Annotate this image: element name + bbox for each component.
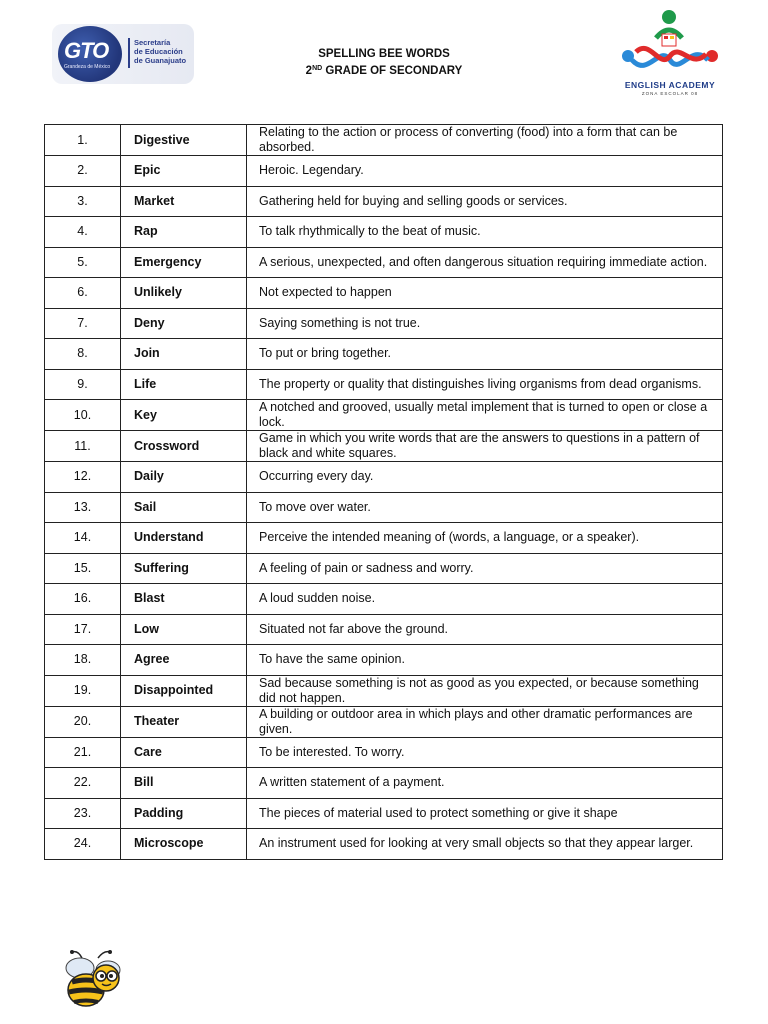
word-number: 7. [45, 308, 121, 339]
word-definition: To move over water. [247, 492, 723, 523]
title-grade-suffix: ND [312, 65, 323, 72]
spelling-word: Padding [121, 798, 247, 829]
table-row [45, 768, 723, 799]
word-definition: A notched and grooved, usually metal implement that is turned to open or close a lock. [247, 400, 723, 431]
title-grade-number: 2 [305, 65, 313, 77]
word-definition: To be interested. To worry. [247, 737, 723, 768]
spelling-word: Crossword [121, 431, 247, 462]
word-number: 15. [45, 553, 121, 584]
spelling-word: Join [121, 339, 247, 370]
word-definition: To have the same opinion. [247, 645, 723, 676]
spelling-word: Theater [121, 706, 247, 737]
table-row [45, 614, 723, 645]
word-number: 19. [45, 675, 121, 706]
table-row [45, 798, 723, 829]
table-row [45, 308, 723, 339]
academy-emblem-icon [614, 8, 726, 80]
word-definition: To talk rhythmically to the beat of music. [247, 217, 723, 248]
word-number: 16. [45, 584, 121, 615]
table-row [45, 829, 723, 860]
spelling-word: Blast [121, 584, 247, 615]
gto-brand: GTO [64, 38, 109, 63]
academy-subtitle: ZONA ESCOLAR 08 [641, 91, 699, 96]
word-definition: An instrument used for looking at very small objects so that they appear larger. [247, 829, 723, 860]
spelling-word: Life [121, 369, 247, 400]
word-number: 4. [45, 217, 121, 248]
spelling-word: Microscope [121, 829, 247, 860]
gto-divider [128, 38, 130, 68]
word-definition: Perceive the intended meaning of (words, a language, or a speaker). [247, 523, 723, 554]
word-number: 14. [45, 523, 121, 554]
word-number: 6. [45, 278, 121, 309]
spelling-word: Emergency [121, 247, 247, 278]
word-number: 12. [45, 462, 121, 493]
word-definition: Gathering held for buying and selling goods or services. [247, 186, 723, 217]
spelling-word: Digestive [121, 125, 247, 156]
spelling-word: Suffering [121, 553, 247, 584]
word-definition: A feeling of pain or sadness and worry. [247, 553, 723, 584]
word-definition: Not expected to happen [247, 278, 723, 309]
table-row [45, 737, 723, 768]
word-definition: Situated not far above the ground. [247, 614, 723, 645]
table-row [45, 462, 723, 493]
word-definition: Heroic. Legendary. [247, 156, 723, 187]
table-row [45, 584, 723, 615]
table-row [45, 645, 723, 676]
spelling-word: Deny [121, 308, 247, 339]
spelling-word: Low [121, 614, 247, 645]
title-line-2 [284, 63, 484, 80]
table-row [45, 400, 723, 431]
spelling-word: Key [121, 400, 247, 431]
word-definition: A serious, unexpected, and often dangerous situation requiring immediate action. [247, 247, 723, 278]
spelling-word: Market [121, 186, 247, 217]
table-row [45, 706, 723, 737]
bee-icon [58, 948, 128, 1010]
gto-secretaria-logo [52, 24, 194, 84]
word-definition: The property or quality that distinguishes living organisms from dead organisms. [247, 369, 723, 400]
table-row [45, 125, 723, 156]
title-grade-rest: GRADE OF SECONDARY [322, 65, 463, 77]
spelling-word: Unlikely [121, 278, 247, 309]
spelling-word: Disappointed [121, 675, 247, 706]
spelling-word: Rap [121, 217, 247, 248]
title-line-1: SPELLING BEE WORDS [318, 48, 450, 60]
table-row [45, 156, 723, 187]
word-number: 11. [45, 431, 121, 462]
gto-tagline: Grandeza de México [64, 64, 111, 70]
spelling-words-table [44, 124, 723, 860]
table-row [45, 369, 723, 400]
word-definition: The pieces of material used to protect something or give it shape [247, 798, 723, 829]
gto-line3: de Guanajuato [134, 56, 187, 65]
table-row [45, 247, 723, 278]
table-row [45, 553, 723, 584]
gto-line2: de Educación [134, 47, 183, 56]
spelling-word: Care [121, 737, 247, 768]
spelling-word: Bill [121, 768, 247, 799]
table-row [45, 492, 723, 523]
table-row [45, 675, 723, 706]
spelling-word: Epic [121, 156, 247, 187]
word-number: 20. [45, 706, 121, 737]
table-row [45, 339, 723, 370]
academy-name: ENGLISH ACADEMY [624, 80, 716, 90]
word-definition: Relating to the action or process of converting (food) into a form that can be absorbed. [247, 125, 723, 156]
word-number: 23. [45, 798, 121, 829]
gto-line1: Secretaría [134, 38, 171, 47]
word-number: 1. [45, 125, 121, 156]
spelling-word: Daily [121, 462, 247, 493]
word-number: 21. [45, 737, 121, 768]
word-definition: Sad because something is not as good as you expected, or because something did not happen. [247, 675, 723, 706]
document-title [284, 46, 484, 80]
word-number: 9. [45, 369, 121, 400]
table-row [45, 523, 723, 554]
word-number: 18. [45, 645, 121, 676]
spelling-word: Understand [121, 523, 247, 554]
word-number: 22. [45, 768, 121, 799]
word-definition: A building or outdoor area in which plays and other dramatic performances are given. [247, 706, 723, 737]
word-definition: Occurring every day. [247, 462, 723, 493]
english-academy-logo [614, 8, 726, 100]
word-number: 8. [45, 339, 121, 370]
word-definition: Saying something is not true. [247, 308, 723, 339]
table-body [45, 125, 723, 860]
word-number: 24. [45, 829, 121, 860]
word-definition: To put or bring together. [247, 339, 723, 370]
spelling-word: Agree [121, 645, 247, 676]
word-definition: Game in which you write words that are the answers to questions in a pattern of black and white squares. [247, 431, 723, 462]
table-row [45, 217, 723, 248]
word-definition: A loud sudden noise. [247, 584, 723, 615]
spelling-word: Sail [121, 492, 247, 523]
table-row [45, 431, 723, 462]
gto-secretaria-text [134, 38, 192, 65]
table-row [45, 278, 723, 309]
word-number: 2. [45, 156, 121, 187]
word-number: 13. [45, 492, 121, 523]
word-number: 3. [45, 186, 121, 217]
table-row [45, 186, 723, 217]
word-number: 10. [45, 400, 121, 431]
word-definition: A written statement of a payment. [247, 768, 723, 799]
word-number: 17. [45, 614, 121, 645]
word-number: 5. [45, 247, 121, 278]
